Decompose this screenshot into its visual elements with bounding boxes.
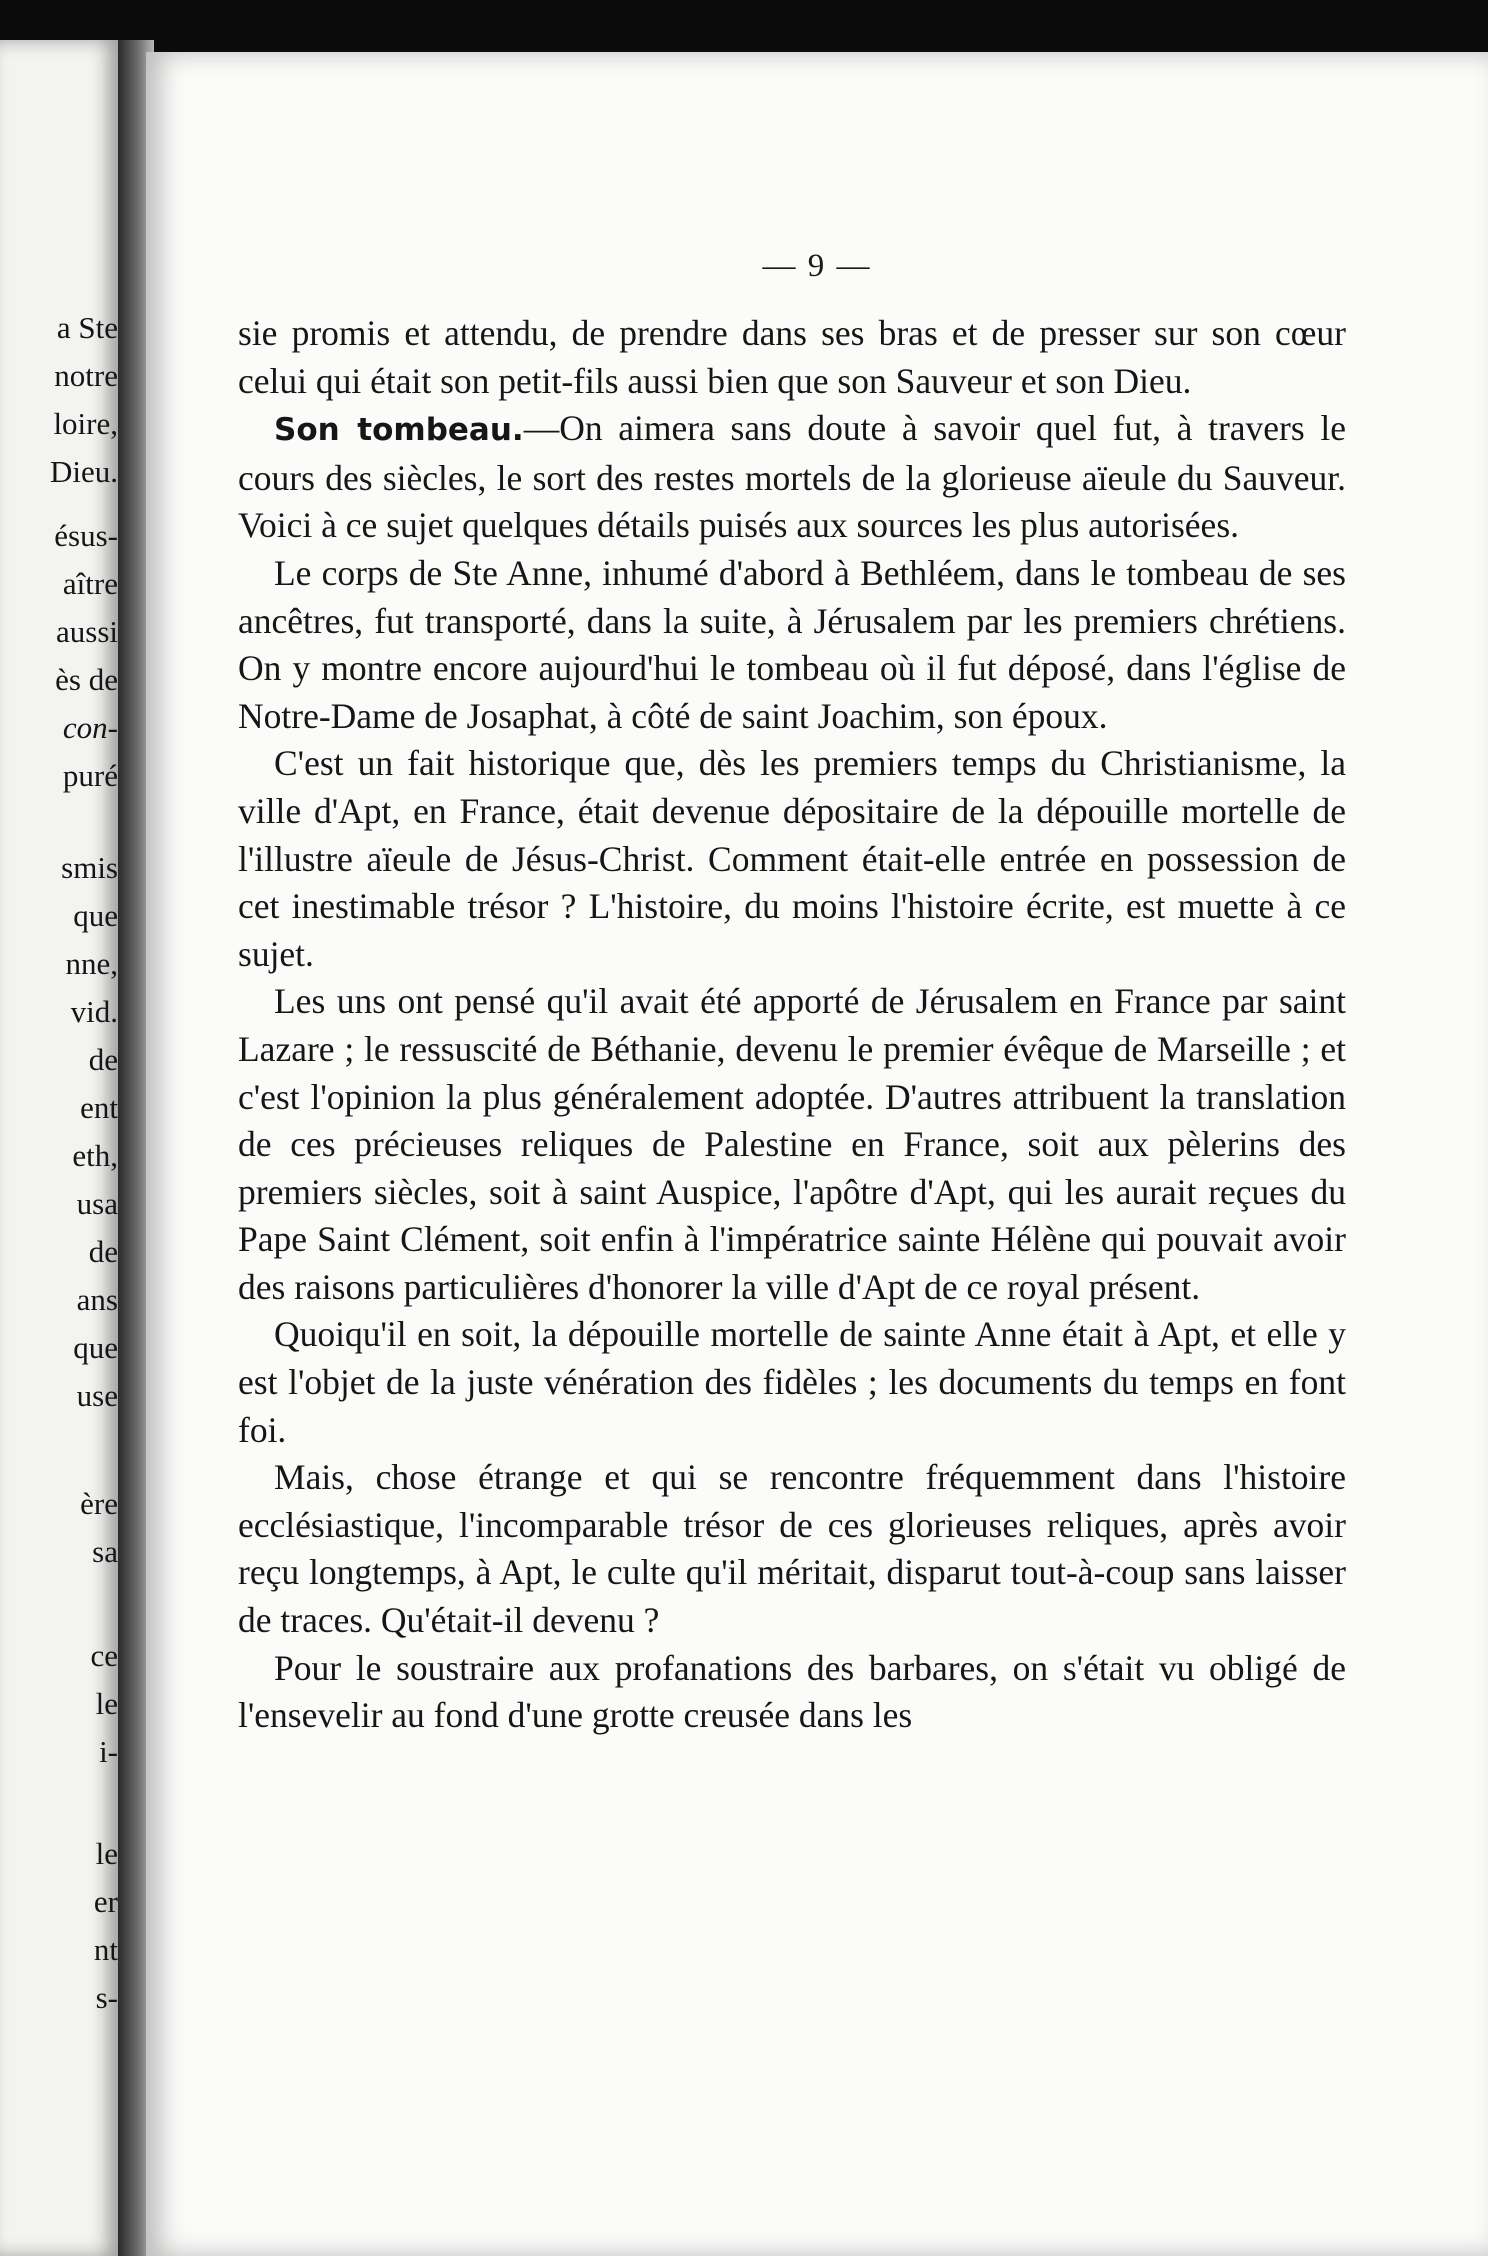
section-heading: Son tombeau.: [274, 412, 524, 449]
left-page-fragment: i-: [99, 1734, 118, 1769]
left-page-fragment: ans: [76, 1282, 118, 1317]
left-page-fragment: con-: [62, 710, 118, 745]
left-page-fragment: le: [95, 1686, 118, 1721]
paragraph-5: Les uns ont pensé qu'il avait été apporté de Jérusalem en France par saint Lazare ; le ressuscité de Béthanie, devenu le premier évêque de Marseille ; et c'est l'opinion la plus généralement adoptée. D'autres attribuent la translation de ces précieuses reliques de Palestine en France, soit aux pèlerins des premiers siècles, soit à saint Auspice, l'apôtre d'Apt, qui les aurait reçues du Pape Saint Clément, soit enfin à l'impératrice sainte Hélène qui pouvait avoir des raisons particulières d'honorer la ville d'Apt de ce royal présent.: [238, 981, 1346, 1307]
left-page-fragment: ès de: [55, 662, 118, 697]
left-page-fragment: ère: [80, 1486, 118, 1521]
left-page-fragment: sa: [92, 1534, 118, 1569]
left-page-fragment: de: [88, 1042, 118, 1077]
paragraph-4: C'est un fait historique que, dès les premiers temps du Christianisme, la ville d'Apt, en France, était devenue dépositaire de la dépouille mortelle de l'illustre aïeule de Jésus-Christ. Comment était-elle entrée en possession de cet inestimable trésor ? L'histoire, du moins l'histoire écrite, est muette à ce sujet.: [238, 743, 1346, 974]
paragraph-3: Le corps de Ste Anne, inhumé d'abord à Bethléem, dans le tombeau de ses ancêtres, fut transporté, dans la suite, à Jérusalem par les premiers chrétiens. On y montre encore aujourd'hui le tombeau où il fut déposé, dans l'église de Notre-Dame de Josaphat, à côté de saint Joachim, son époux.: [238, 552, 1346, 736]
left-page-fragment: de: [88, 1234, 118, 1269]
left-page-fragment: vid.: [70, 994, 118, 1029]
left-page-fragment: usa: [76, 1186, 118, 1221]
paragraph-1: sie promis et attendu, de prendre dans ses bras et de presser sur son cœur celui qui était son petit-fils aussi bien que son Sauveur et son Dieu.: [238, 313, 1346, 401]
paragraph-6: Quoiqu'il en soit, la dépouille mortelle de sainte Anne était à Apt, et elle y est l'objet de la juste vénération des fidèles ; les documents du temps en font foi.: [238, 1314, 1346, 1450]
paragraph-2: Son tombeau.—On aimera sans doute à savoir quel fut, à travers le cours des siècles, le sort des restes mortels de la glorieuse aïeule du Sauveur. Voici à ce sujet quelques détails puisés aux sources les plus autorisées.: [238, 408, 1346, 546]
left-page-fragment: aussi: [56, 614, 118, 649]
left-page-fragment: que: [73, 898, 118, 933]
left-page-fragment: loire,: [53, 406, 118, 441]
left-page-fragment: puré: [62, 758, 118, 793]
left-page-fragment: nt: [93, 1932, 118, 1967]
left-page-fragment: ce: [90, 1638, 118, 1673]
page-number: — 9 —: [762, 248, 872, 284]
left-page-fragment: le: [95, 1836, 118, 1871]
paragraph-7: Mais, chose étrange et qui se rencontre fréquemment dans l'histoire ecclésiastique, l'incomparable trésor de ces glorieuses reliques, après avoir reçu longtemps, à Apt, le culte qu'il méritait, disparut tout-à-coup sans laisser de traces. Qu'était-il devenu ?: [238, 1457, 1346, 1641]
left-page-fragment: eth,: [72, 1138, 118, 1173]
paragraph-8: Pour le soustraire aux profanations des barbares, on s'était vu obligé de l'ensevelir au fond d'une grotte creusée dans les: [238, 1647, 1346, 1736]
left-page-fragment: a Ste: [56, 310, 118, 345]
left-page-fragment: nne,: [65, 946, 118, 981]
left-page-fragment: s-: [95, 1980, 118, 2015]
page-text: [238, 310, 1346, 1740]
left-page-fragment: que: [73, 1330, 118, 1365]
left-page-fragment: use: [76, 1378, 118, 1413]
left-page-fragment: ent: [80, 1090, 118, 1125]
left-page-fragment: smis: [61, 850, 118, 885]
left-page-edge: [0, 40, 118, 2256]
book-page: [146, 52, 1488, 2256]
left-page-fragment: Dieu.: [49, 454, 118, 489]
left-page-fragment: notre: [54, 358, 118, 393]
left-page-fragment: er: [93, 1884, 118, 1919]
left-page-fragment: ésus-: [54, 518, 118, 553]
left-page-fragment: aître: [62, 566, 118, 601]
